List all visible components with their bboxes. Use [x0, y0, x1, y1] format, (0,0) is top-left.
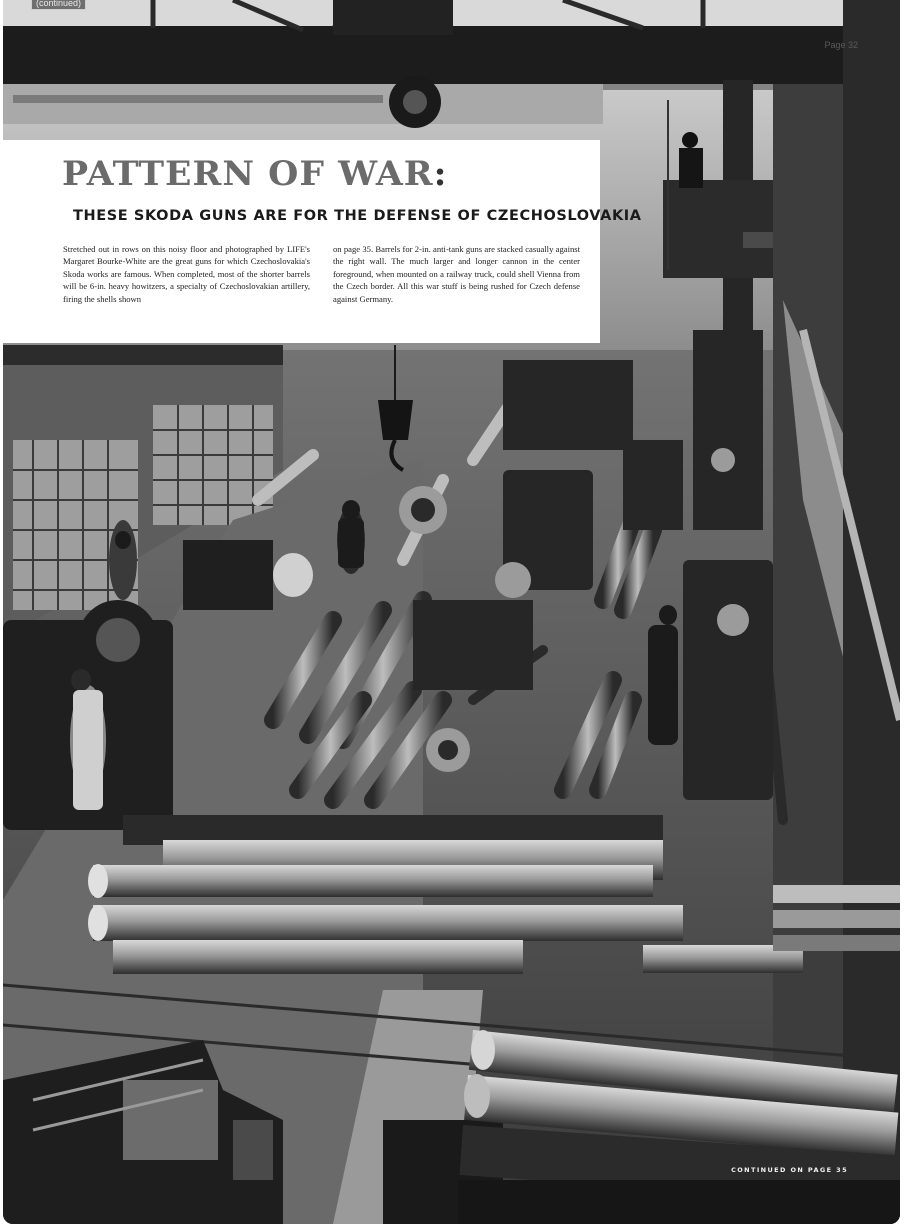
- headline-text: PATTERN OF WAR: [62, 154, 434, 194]
- body-column-2: on page 35. Barrels for 2-in. anti-tank guns are stacked casually against the right wall. The much larger and longer cannon in the center foreground, when mounted on a railway truck, could shell Vienna from the Czech border. All this war stuff is being rushed for Czech defense against Germany.: [333, 244, 580, 304]
- magazine-page: [3, 0, 900, 1224]
- subhead: THESE SKODA GUNS ARE FOR THE DEFENSE OF CZECHOSLOVAKIA: [73, 208, 642, 224]
- headline: [62, 154, 447, 194]
- headline-colon: :: [433, 154, 448, 194]
- body-column-1: Stretched out in rows on this noisy floor and photographed by LIFE's Margaret Bourke-White are the great guns for which Czechoslovakia's Skoda works are famous. When completed, most of the shorter barrels will be 6-in. heavy howitzers, a specialty of Czechoslovakian artillery, firing the shells shown: [63, 244, 310, 304]
- continued-tag: (continued): [31, 0, 86, 10]
- continued-on-page-label: CONTINUED ON PAGE 35: [731, 1166, 848, 1174]
- page-number: Page 32: [824, 40, 858, 50]
- article-text-panel: [3, 140, 642, 343]
